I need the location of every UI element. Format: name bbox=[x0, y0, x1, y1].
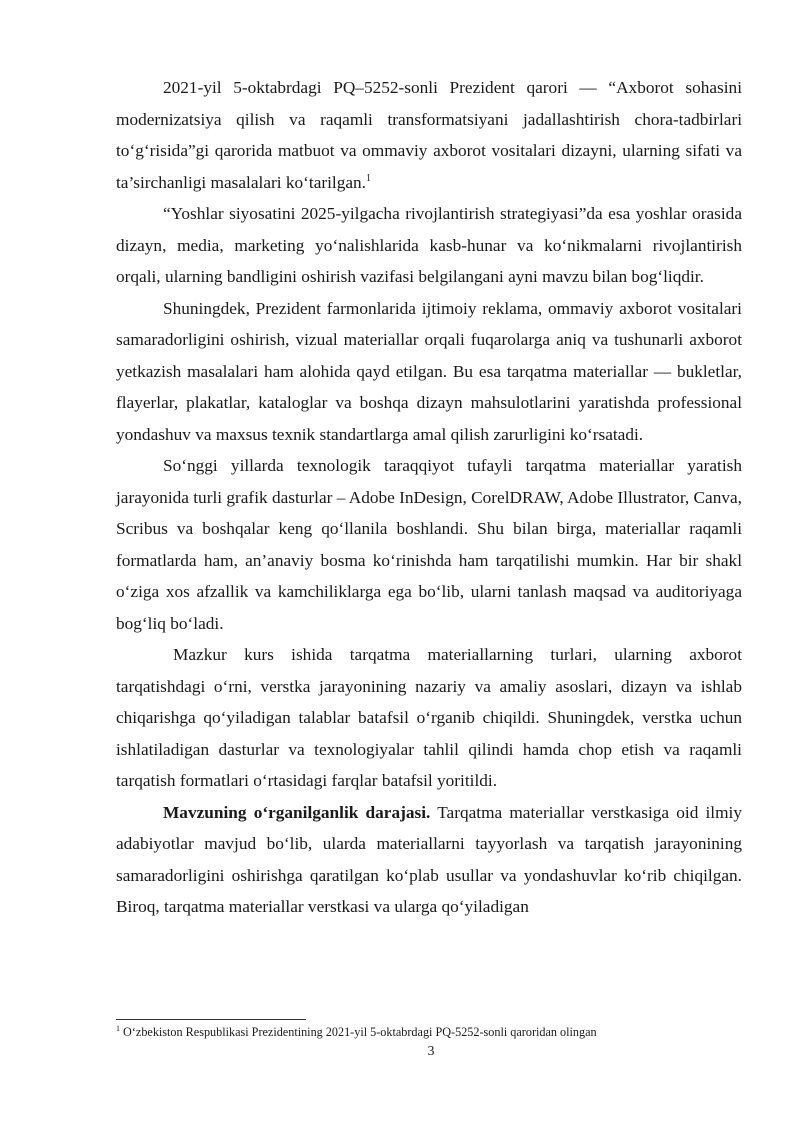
paragraph-text: 2021-yil 5-oktabrdagi PQ–5252-sonli Prezident qarori — “Axborot sohasini modernizatsiya qilish va raqamli transformatsiyani jadallashtirish chora-tadbirlari to‘g‘risida”gi qarorida matbuot va ommaviy axborot vositalari dizayni, ularning sifati va ta’sirchanligi masalalari ko‘tarilgan. bbox=[116, 78, 742, 192]
body-text bbox=[116, 72, 742, 923]
paragraph-presidential-decrees bbox=[116, 293, 742, 451]
paragraph-lead-heading: Mavzuning o‘rganilganlik darajasi. bbox=[163, 802, 431, 822]
footnote-marker: 1 bbox=[116, 1023, 120, 1033]
paragraph-graphic-software bbox=[116, 450, 742, 639]
paragraph-text: Mazkur kurs ishida tarqatma materiallarning turlari, ularning axborot tarqatishdagi o‘rni, verstka jarayonining nazariy va amaliy asoslari, dizayn va ishlab chiqarishga qo‘yiladigan talablar batafsil o‘rganib chiqildi. Shuningdek, verstka uchun ishlatiladigan dasturlar va texnologiyalar tahlil qilindi hamda chop etish va raqamli tarqatish formatlari o‘rtasidagi farqlar batafsil yoritildi. bbox=[116, 645, 742, 790]
footnote bbox=[116, 1024, 742, 1040]
paragraph-youth-strategy bbox=[116, 198, 742, 293]
page-number: 3 bbox=[427, 1044, 435, 1059]
paragraph-text: Tarqatma materiallar verstkasiga oid ilmiy adabiyotlar mavjud bo‘lib, ularda materiallarni tayyorlash va tarqatish jarayonining samaradorligini oshirishga qaratilgan ko‘plab usullar va yondashuvlar ko‘rib chiqilgan. Biroq, tarqatma materiallar verstkasi va ularga qo‘yiladigan bbox=[116, 802, 742, 916]
paragraph-course-work bbox=[116, 639, 742, 797]
paragraph-research-level bbox=[116, 797, 742, 923]
paragraph-presidential-decree bbox=[116, 72, 742, 198]
footnote-separator bbox=[116, 1019, 306, 1020]
paragraph-text: So‘nggi yillarda texnologik taraqqiyot tufayli tarqatma materiallar yaratish jarayonida turli grafik dasturlar – Adobe InDesign, CorelDRAW, Adobe Illustrator, Canva, Scribus va boshqalar keng qo‘llanila boshlandi. Shu bilan birga, materiallar raqamli formatlarda ham, an’anaviy bosma ko‘rinishda ham tarqatilishi mumkin. Har bir shakl o‘ziga xos afzallik va kamchiliklarga ega bo‘lib, ularni tanlash maqsad va auditoriyaga bog‘liq bo‘ladi. bbox=[116, 456, 742, 633]
footnote-reference: 1 bbox=[366, 172, 372, 184]
paragraph-text: Shuningdek, Prezident farmonlarida ijtimoiy reklama, ommaviy axborot vositalari samaradorligini oshirish, vizual materiallar orqali fuqarolarga aniq va tushunarli axborot yetkazish masalalari ham alohida qayd etilgan. Bu esa tarqatma materiallar — bukletlar, flayerlar, plakatlar, kataloglar va boshqa dizayn mahsulotlarini yaratishda professional yondashuv va maxsus texnik standartlarga amal qilish zarurligini ko‘rsatadi. bbox=[116, 298, 742, 444]
paragraph-text: “Yoshlar siyosatini 2025-yilgacha rivojlantirish strategiyasi”da esa yoshlar orasida dizayn, media, marketing yo‘nalishlarida kasb-hunar va ko‘nikmalarni rivojlantirish orqali, ularning bandligini oshirish vazifasi belgilangani ayni mavzu bilan bog‘liqdir. bbox=[116, 204, 742, 286]
footnote-text: O‘zbekiston Respublikasi Prezidentining 2021-yil 5-oktabrdagi PQ-5252-sonli qaroridan olingan bbox=[123, 1025, 597, 1039]
